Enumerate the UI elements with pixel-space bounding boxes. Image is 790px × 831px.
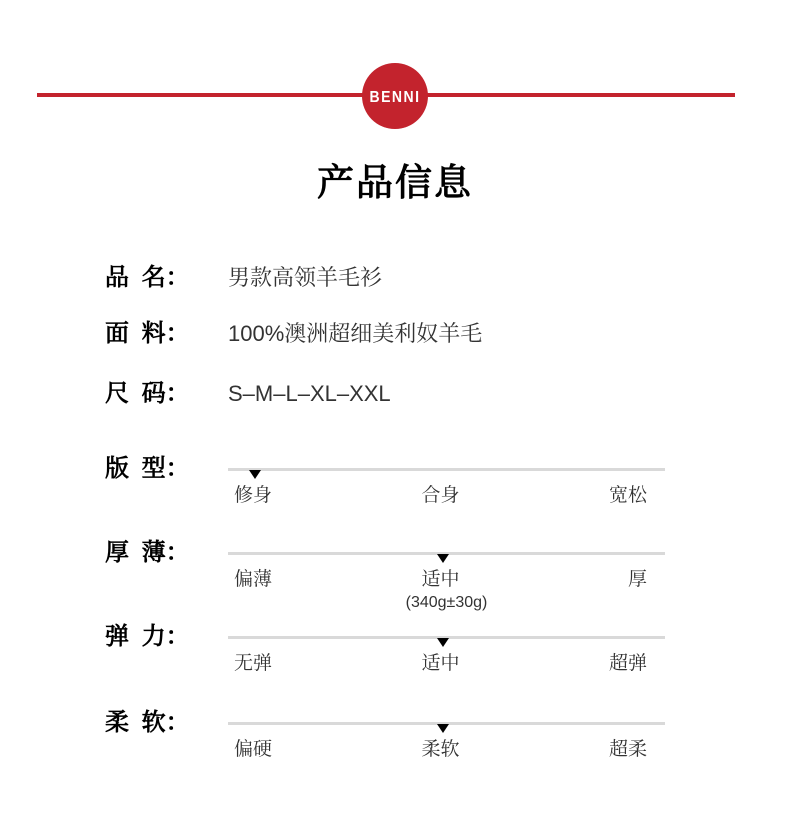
scale-options: [228, 484, 665, 508]
scale-label: 厚 薄：: [105, 539, 190, 566]
scale-options: [228, 568, 665, 592]
scale-row-softness: [105, 709, 665, 781]
scale-option: 修身: [234, 485, 273, 506]
spec-row-fabric: [105, 320, 482, 348]
spec-value: 男款高领羊毛衫: [228, 265, 383, 290]
scale-row-fit: [105, 455, 665, 527]
scale-row-elasticity: [105, 623, 665, 695]
spec-label: 面 料：: [105, 320, 190, 347]
spec-label: 品 名：: [105, 264, 190, 291]
scale-label: 版 型：: [105, 455, 190, 482]
elasticity-scale: [228, 623, 665, 695]
spec-row-name: [105, 264, 382, 292]
spec-label: 尺 码：: [105, 380, 190, 407]
scale-option: 无弹: [234, 653, 273, 674]
spec-value: S–M–L–XL–XXL: [228, 381, 391, 406]
triangle-marker-icon: [437, 638, 449, 647]
scale-label: 弹 力：: [105, 623, 190, 650]
spec-value: 100%澳洲超细美利奴羊毛: [228, 321, 483, 346]
scale-option: 合身: [421, 485, 460, 506]
weight-note: (340g±30g): [405, 594, 488, 611]
triangle-marker-icon: [249, 470, 261, 479]
scale-label: 柔 软：: [105, 709, 190, 736]
triangle-marker-icon: [437, 724, 449, 733]
scale-row-thickness: [105, 539, 665, 611]
scale-option: 超弹: [609, 653, 648, 674]
scale-option: 厚: [628, 569, 648, 590]
brand-logo: [362, 63, 428, 129]
triangle-marker-icon: [437, 554, 449, 563]
scale-options: [228, 652, 665, 676]
fit-scale: [228, 455, 665, 527]
scale-option: 偏硬: [234, 739, 273, 760]
scale-track-line: [228, 468, 665, 471]
scale-option: 适中: [421, 653, 460, 674]
brand-logo-text: BENNI: [369, 86, 421, 106]
thickness-scale: [228, 539, 665, 611]
scale-option: 宽松: [609, 485, 648, 506]
scale-option: 超柔: [609, 739, 648, 760]
scale-options: [228, 738, 665, 762]
spec-row-size: [105, 380, 391, 408]
softness-scale: [228, 709, 665, 781]
scale-option: 柔软: [421, 739, 460, 760]
scale-option: 适中: [421, 569, 460, 590]
page-title: 产品信息: [317, 162, 473, 203]
scale-option: 偏薄: [234, 569, 273, 590]
